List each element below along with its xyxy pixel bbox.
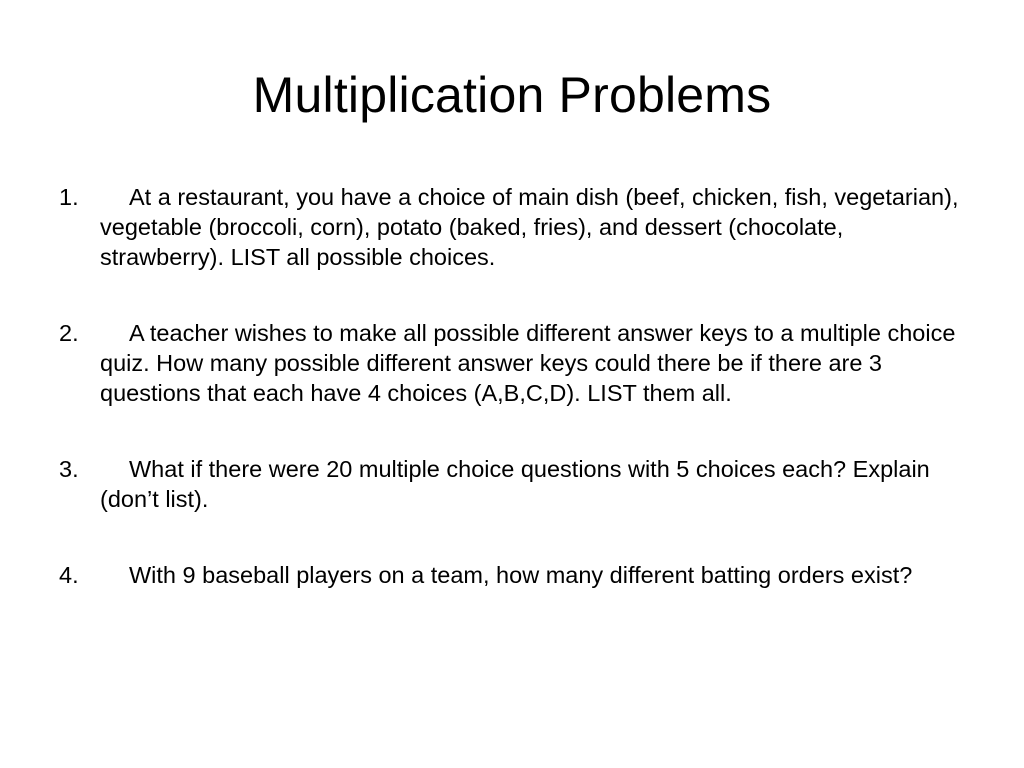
slide-title: Multiplication Problems bbox=[252, 67, 772, 123]
problem-text: What if there were 20 multiple choice questions with 5 choices each? Explain (don’t list). bbox=[100, 456, 930, 512]
problem-list bbox=[59, 182, 959, 636]
problem-text: At a restaurant, you have a choice of main dish (beef, chicken, fish, vegetarian), vegetable (broccoli, corn), potato (baked, fries), and dessert (chocolate, strawberry). LIST all possible choices. bbox=[100, 184, 959, 270]
problem-text: A teacher wishes to make all possible different answer keys to a multiple choice quiz. How many possible different answer keys could there be if there are 3 questions that each have 4 choices (A,B,C,D). LIST them all. bbox=[100, 320, 956, 406]
problem-text: With 9 baseball players on a team, how many different batting orders exist? bbox=[129, 562, 913, 588]
problem-item-3 bbox=[59, 454, 959, 514]
problem-number: 1. bbox=[59, 184, 79, 210]
problem-item-2 bbox=[59, 318, 959, 408]
problem-item-4 bbox=[59, 560, 959, 590]
problem-number: 4. bbox=[59, 562, 79, 588]
problem-item-1 bbox=[59, 182, 959, 272]
problem-number: 3. bbox=[59, 456, 79, 482]
problem-number: 2. bbox=[59, 320, 79, 346]
